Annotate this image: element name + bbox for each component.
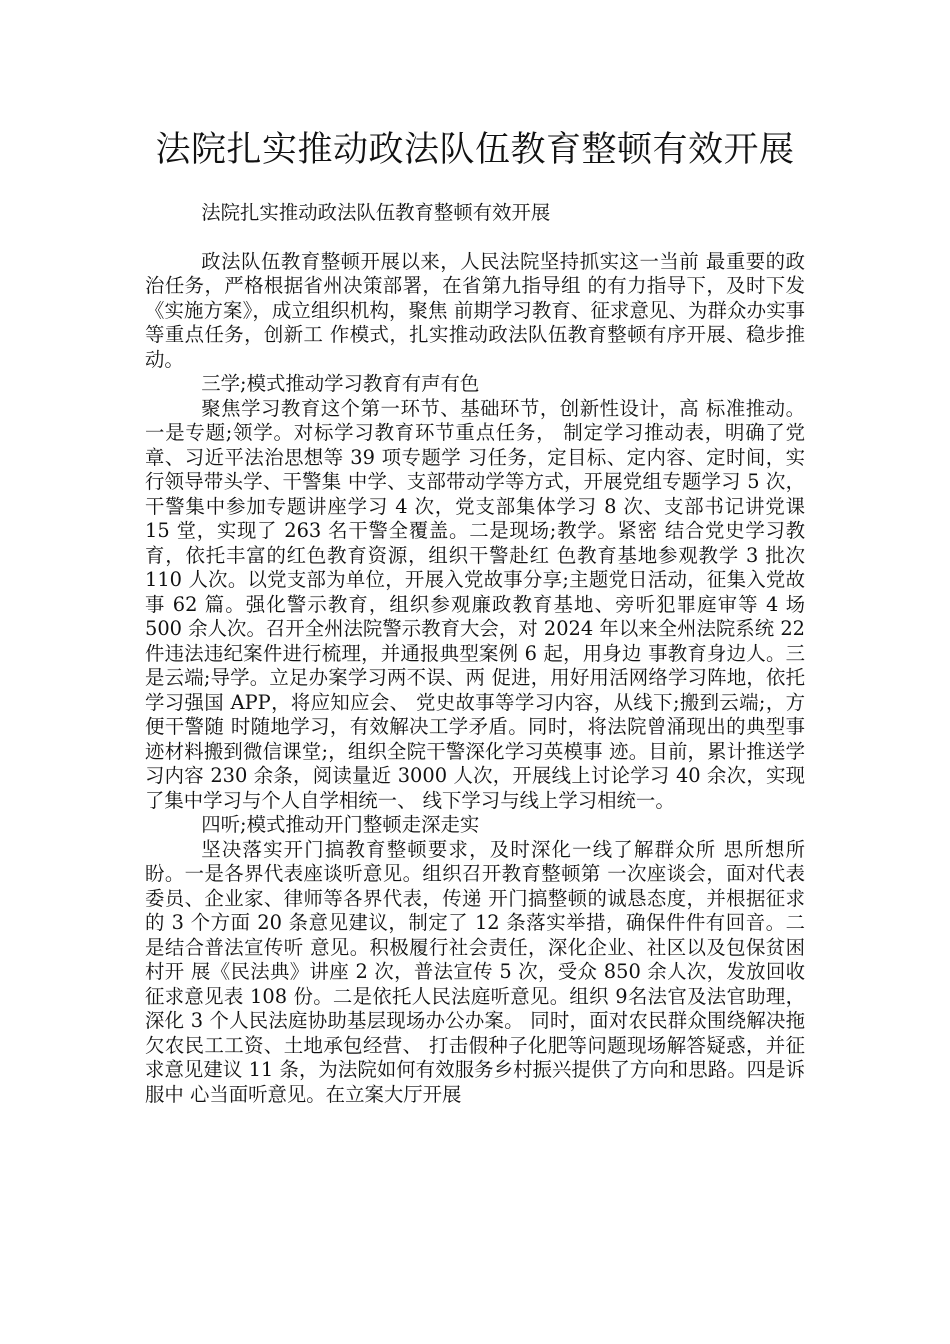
section-heading-four-listen: 四听;模式推动开门整顿走深走实 bbox=[201, 813, 480, 836]
document-subtitle: 法院扎实推动政法队伍教育整顿有效开展 bbox=[201, 201, 551, 224]
document-title: 法院扎实推动政法队伍教育整顿有效开展 bbox=[155, 130, 795, 170]
paragraph-intro: 政法队伍教育整顿开展以来，人民法院坚持抓实这一当前 最重要的政治任务，严格根据省州决策部署，在省第九指导组 的有力指导下，及时下发《实施方案》，成立组织机构，聚焦 前期学习教育、征求意见、为群众办实事等重点任务，创新工 作模式，扎实推动政法队伍教育整顿有序开展、稳步推动。 bbox=[145, 249, 805, 371]
paragraph-open-rectification: 坚决落实开门搞教育整顿要求，及时深化一线了解群众所 思所想所盼。一是各界代表座谈听意见。组织召开教育整顿第 一次座谈会，面对代表委员、企业家、律师等各界代表，传递 开门搞整顿的诚恳态度，并根据征求的 3 个方面 20 条意见建议，制定了 12 条落实举措，确保件件有回音。二是结合普法宣传听 意见。积极履行社会责任，深化企业、社区以及包保贫困村开 展《民法典》讲座 2 次，普法宣传 5 次，受众 850 余人次，发放回收征求意见表 108 份。二是依托人民法庭听意见。组织 9名法官及法官助理，深化 3 个人民法庭协助基层现场办公办案。 同时，面对农民群众围绕解决拖欠农民工工资、土地承包经营、 打击假种子化肥等问题现场解答疑惑，并征求意见建议 11 条，为法院如何有效服务乡村振兴提供了方向和思路。四是诉服中 心当面听意见。在立案大厅开展 bbox=[145, 837, 805, 1106]
paragraph-study-education: 聚焦学习教育这个第一环节、基础环节，创新性设计，高 标准推动。一是专题;领学。对标学习教育环节重点任务， 制定学习推动表，明确了党章、习近平法治思想等 39 项专题学 习任务，定目标、定内容、定时间，实行领导带头学、干警集 中学、支部带动学等方式，开展党组专题学习 5 次，干警集中参加专题讲座学习 4 次，党支部集体学习 8 次、支部书记讲党课 15 堂，实现了 263 名干警全覆盖。二是现场;教学。紧密 结合党史学习教育，依托丰富的红色教育资源，组织干警赴红 色教育基地参观教学 3 批次 110 人次。以党支部为单位，开展入党故事分享;主题党日活动，征集入党故事 62 篇。强化警示教育，组织参观廉政教育基地、旁听犯罪庭审等 4 场 500 余人次。召开全州法院警示教育大会，对 2024 年以来全州法院系统 22 件违法违纪案件进行梳理，并通报典型案例 6 起，用身边 事教育身边人。三是云端;导学。立足办案学习两不误、两 促进，用好用活网络学习阵地，依托学习强国 APP，将应知应会、 党史故事等学习内容，从线下;搬到云端;，方便干警随 时随地学习，有效解决工学矛盾。同时，将法院曾涌现出的典型事迹材料搬到微信课堂;，组织全院干警深化学习英模事 迹。目前，累计推送学习内容 230 余条，阅读量近 3000 人次，开展线上讨论学习 40 余次，实现了集中学习与个人自学相统一、 线下学习与线上学习相统一。 bbox=[145, 396, 805, 812]
section-heading-three-learn: 三学;模式推动学习教育有声有色 bbox=[201, 372, 480, 395]
document-body bbox=[145, 201, 805, 1107]
